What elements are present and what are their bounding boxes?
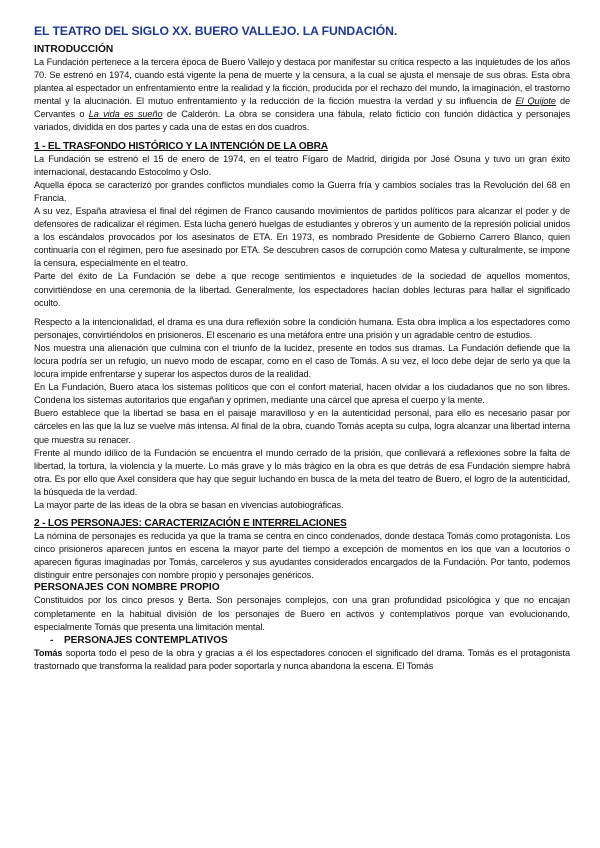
contemplative-characters-label: PERSONAJES CONTEMPLATIVOS <box>64 634 228 646</box>
document-title: EL TEATRO DEL SIGLO XX. BUERO VALLEJO. LA FUNDACIÓN. <box>34 24 398 38</box>
section-1-paragraph: Aquella época se caracterizó por grandes conflictos mundiales como la Guerra fría y cambios sociales tras la Revolución del 68 en Francia. <box>34 179 570 203</box>
named-characters-paragraph: Constituidos por los cinco presos y Berta. Son personajes complejos, con una gran profundidad psicológica y que no encajan completamente en la habitual división de los personajes de Buero en activos y contemplativos porque van evolucionando, especialmente Tomás que presenta una limitación mental. <box>34 595 570 632</box>
section-1-paragraph: La mayor parte de las ideas de la obra se basan en vivencias autobiográficas. <box>34 500 344 510</box>
work-title-quijote: El Quijote <box>515 96 556 107</box>
section-2-heading: 2 - LOS PERSONAJES: CARACTERIZACIÓN E INTERRELACIONES <box>34 518 347 530</box>
intro-text-3: de Calderón. La obra se considera una fábula, relato ficticio con función didáctica y personajes variados, dividida en dos partes y cada una de estas en dos cuadros. <box>34 109 570 133</box>
intro-text-2: de Cervantes o <box>34 96 570 120</box>
list-dash: - <box>50 634 54 646</box>
section-1-paragraph: En La Fundación, Buero ataca los sistemas políticos que con el confort material, hacen olvidar a los ciudadanos que no son libres. Condena los sistemas autoritarios que engañan y oprimen, mediante una cárcel que apresa el cuerpo y la mente. <box>34 382 570 406</box>
intro-text-1: La Fundación pertenece a la tercera época de Buero Vallejo y destaca por manifestar su crítica respecto a las inquietudes de los años 70. Se estrenó en 1974, cuando está vigente la pena de muerte y la censura, a la cual se ajusta el mensaje de sus obras. Esta obra plantea al espectador un enfrentamiento entre la realidad y la ficción, producida por el rechazo del mundo, la imaginación, el trastorno mental y la alucinación. El mutuo enfrentamiento y la reducción de la ficción muestra la verdad y su influencia de <box>34 57 570 107</box>
intro-heading: INTRODUCCIÓN <box>34 44 114 55</box>
named-characters-heading: PERSONAJES CON NOMBRE PROPIO <box>34 582 220 594</box>
section-1-paragraph: Respecto a la intencionalidad, el drama es una dura reflexión sobre la condición humana. Esta obra implica a los espectadores como personajes, convirtiéndolos en prisioneros. El escenario es una metáfora entre una prisión y un agradable centro de estudios. <box>34 316 570 340</box>
section-2-intro: La nómina de personajes es reducida ya que la trama se centra en cinco condenados, donde destaca Tomás como protagonista. Los cinco prisioneros aparecen juntos en escena la mayor parte del tiempo a excepción de momentos en los que van a locutorios o aparecen figuras imaginadas por Tomás, carceleros y sus ayudantes considerados encargados de la Fundación. Por tanto, podemos distinguir entre personajes con nombre propio y personajes genéricos. <box>34 531 570 581</box>
section-1-paragraph: Frente al mundo idílico de la Fundación se encuentra el mundo cerrado de la prisión, que conllevará a reflexiones sobre la falta de libertad, la tortura, la violencia y la muerte. Lo más grave y lo más trágico en la obra es que detrás de esa Fundación siempre habrá otra. Es por ello que Axel considera que hay que seguir luchando en busca de la meta del teatro de Buero, el logro de la autenticidad, la búsqueda de la verdad. <box>34 447 570 497</box>
tomas-paragraph <box>34 647 570 673</box>
tomas-name: Tomás <box>34 647 63 658</box>
intro-paragraph <box>34 56 570 135</box>
section-1-paragraph: La Fundación se estrenó el 15 de enero de 1974, en el teatro Fígaro de Madrid, dirigida por José Osuna y tuvo un gran éxito internacional, destacando Estocolmo y Oslo. <box>34 153 570 177</box>
tomas-text: soporta todo el peso de la obra y gracias a él los espectadores conocen el significado del drama. Tomás es el protagonista trastornado que transforma la realidad para poder soportarla y nunca abandona la escena. El Tomás <box>34 647 570 671</box>
section-1-paragraph: Nos muestra una alienación que culmina con el triunfo de la lucidez, presente en todos sus dramas. La Fundación defiende que la locura podría ser un refugio, un nuevo modo de escapar, como en el caso de Tomás. A su vez, el loco debe dejar de serlo ya que la locura impide enfrentarse y superar los aspectos duros de la realidad. <box>34 342 570 380</box>
section-1-paragraph: Buero establece que la libertad se basa en el paisaje maravilloso y en la autenticidad personal, para ello es necesario pasar por cárceles en las que la luz se vuelve más intensa. Al final de la obra, cuando Tomás acepta su culpa, logra alcanzar una libertad interna que muestra su renacer. <box>34 408 570 445</box>
work-title-vida-es-sueno: La vida es sueño <box>88 109 163 120</box>
contemplative-characters-heading <box>34 635 570 646</box>
section-1-heading: 1 - EL TRASFONDO HISTÓRICO Y LA INTENCIÓN DE LA OBRA <box>34 140 328 152</box>
section-1-paragraph: Parte del éxito de La Fundación se debe a que recoge sentimientos e inquietudes de la sociedad de aquellos momentos, convirtiéndose en una ceremonia de la libertad. Generalmente, los espectadores hacían dobles lecturas para hallar el significado oculto. <box>34 271 570 308</box>
section-1-paragraph: A su vez, España atraviesa el final del régimen de Franco causando movimientos de partidos políticos para alcanzar el poder y de defensores de radicalizar el régimen. Esta lucha generó huelgas de estudiantes y obreros y un aumento de la represión policial unidos a los escándalos provocados por los asesinatos de ETA. En 1973, es nombrado Presidente de Gobierno Carrero Blanco, quien continuaría con el régimen, pero fue asesinado por ETA. Se descubren casos de corrupción como Matesa y culturalmente, se impone la censura, especialmente en el teatro. <box>34 205 570 269</box>
